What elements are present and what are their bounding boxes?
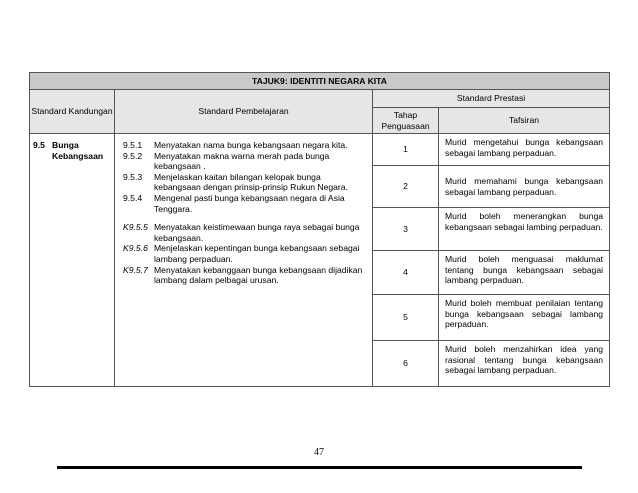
tafsiran-cell: Murid boleh menguasai maklumat tentang bunga kebangsaan sebagai lambang perpaduan.: [439, 251, 610, 295]
header-standard-pembelajaran: Standard Pembelajaran: [115, 90, 373, 134]
tafsiran-cell: Murid mengetahui bunga kebangsaan sebagai lambang perpaduan.: [439, 134, 610, 166]
tafsiran-cell: Murid boleh menzahirkan idea yang rasional tentang bunga kebangsaan sebagai lambang perpaduan.: [439, 341, 610, 387]
header-tafsiran: Tafsiran: [439, 108, 610, 134]
header-standard-kandungan: Standard Kandungan: [30, 90, 115, 134]
kandungan-cell: [30, 134, 115, 387]
pembelajaran-code: 9.5.3: [123, 171, 143, 182]
tafsiran-cell: Murid memahami bunga kebangsaan sebagai lambang perpaduan.: [439, 166, 610, 208]
pembelajaran-code: K9.5.7: [123, 264, 148, 275]
pembelajaran-text: Menyatakan keistimewaan bunga raya sebagai bunga kebangsaan.: [154, 222, 360, 243]
pembelajaran-text: Menyatakan makna warna merah pada bunga kebangsaan .: [154, 150, 330, 172]
tahap-cell: 5: [373, 295, 439, 341]
pembelajaran-text: Mengenal pasti bunga kebangsaan negara di Asia Tenggara.: [154, 192, 345, 214]
tahap-cell: 4: [373, 251, 439, 295]
kandungan-label: Bunga Kebangsaan: [52, 140, 104, 161]
pembelajaran-code: 9.5.4: [123, 192, 143, 203]
tahap-cell: 1: [373, 134, 439, 166]
pembelajaran-cell: [115, 134, 373, 387]
pembelajaran-item: [123, 243, 368, 264]
pembelajaran-code: 9.5.1: [123, 140, 143, 150]
pembelajaran-item: [123, 193, 368, 214]
tahap-cell: 6: [373, 341, 439, 387]
header-tahap-penguasaan: Tahap Penguasaan: [373, 108, 439, 134]
pembelajaran-item: [123, 151, 368, 172]
pembelajaran-code: K9.5.6: [123, 243, 148, 254]
pembelajaran-item: [123, 140, 368, 151]
tahap-cell: 2: [373, 166, 439, 208]
pembelajaran-text: Menyatakan nama bunga kebangsaan negara kita.: [154, 140, 348, 150]
pembelajaran-item: [123, 172, 368, 193]
footer-rule: [57, 466, 582, 469]
table-title: TAJUK9: IDENTITI NEGARA KITA: [30, 73, 610, 90]
page-number: 47: [314, 447, 324, 458]
tafsiran-cell: Murid boleh menerangkan bunga kebangsaan sebagai lambing perpaduan.: [439, 208, 610, 251]
pembelajaran-text: Menjelaskan kepentingan bunga kebangsaan sebagai lambang perpaduan.: [154, 243, 360, 264]
pembelajaran-code: 9.5.2: [123, 150, 143, 161]
header-standard-prestasi: Standard Prestasi: [373, 90, 610, 108]
curriculum-table: [29, 72, 610, 387]
pembelajaran-text: Menyatakan kebanggaan bunga kebangsaan dijadikan lambang dalam pelbagai urusan.: [154, 264, 363, 286]
pembelajaran-item: [123, 222, 368, 243]
pembelajaran-code: K9.5.5: [123, 222, 148, 233]
pembelajaran-item: [123, 265, 368, 286]
tahap-cell: 3: [373, 208, 439, 251]
tafsiran-cell: Murid boleh membuat penilaian tentang bunga kebangsaan sebagai lambang perpaduan.: [439, 295, 610, 341]
pembelajaran-text: Menjelaskan kaitan bilangan kelopak bunga kebangsaan dengan prinsip-prinsip Rukun Negara.: [154, 171, 348, 193]
kandungan-code: 9.5: [33, 140, 45, 150]
